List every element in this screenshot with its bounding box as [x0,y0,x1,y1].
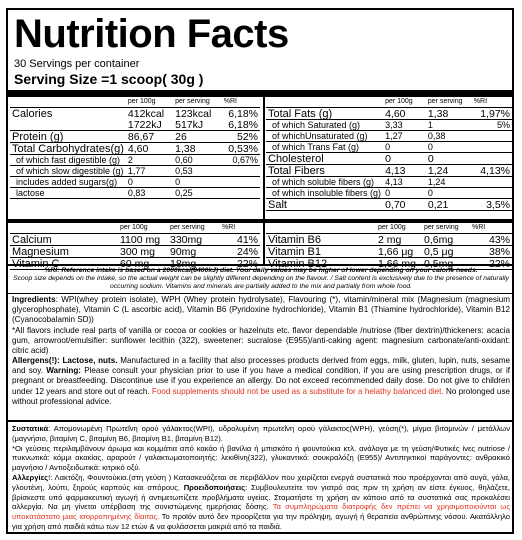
col-ri: %RI [220,223,260,234]
divider [8,293,512,294]
nutrient-row [10,119,260,131]
value-per-serving: 123kcal [175,108,212,120]
value-ri: 0,53% [222,143,260,155]
value-ri [472,177,512,188]
value-ri [472,131,512,142]
value-per-serving: 0,21 [426,199,472,211]
value-per-serving: 330mg [168,234,220,246]
value-ri [472,142,512,153]
value-per-serving: 0,25 [173,188,222,199]
nutrient-row [10,234,260,246]
nutrient-row [266,165,512,177]
col-per100: per 100g [126,97,173,108]
value-ri [222,177,260,188]
value-ri: 4,13% [472,165,512,177]
value-per-serving: 0,38 [426,131,472,142]
value-per-serving: 0,53 [173,166,222,177]
nutrient-row [266,199,512,211]
value-per-serving: 0,60 [173,155,222,166]
value-ri [222,188,260,199]
flavour-note-gr: *Οι γεύσεις περιλαμβάνουν άρωμα και κομμάτια από κακάο ή βανίλια ή μπισκότο ή φουντούκια κτλ. ανάλογα με τη γεύση/Φυτικές ίνες nutriose / πυκνωτικά: κόμμι ακακίας, αραρούτ / γαλακτωματοποιητής: λεκιθίνη(322), γλυκαντικό: σουκραλόζη (E955)/ Αντιπηκτικοί παράγοντες: ανθρακικό μαγνήσιο / Αντιοξειδωτικά: κιτρικό οξύ. [12,443,510,473]
col-per-serving: per serving [168,223,220,234]
value-per100: 0,70 [383,199,426,211]
value-per100: 3,33 [383,120,426,131]
allergens-text-gr: !: Λακτόζη, Φουντούκια.(στη γεύση ) Κατασκευάζεται σε περιβάλλον που χειρίζεται ενεργά συστατικά που προέρχονται από αυγά, γάλα, γλουτένη, λούπι, ξηρούς καρπούς και σπόρους. [12,472,510,492]
value-per-serving: 1,24 [426,177,472,188]
divider [8,420,512,422]
nutrient-name: includes added sugars(g) [10,177,126,188]
nutrient-name: Salt [266,199,383,211]
value-per100: 86,67 [126,131,173,143]
ri-note [12,267,510,291]
value-ri [472,188,512,199]
allergens-label-gr: Αλλεργίες [12,472,49,482]
value-per100: 0 [383,142,426,153]
col-per-serving: per serving [173,97,222,108]
warnings-label-gr: Προειδοποιήσεις [183,482,246,492]
ingredients-en [12,295,510,356]
nutrient-name [10,119,126,131]
column-divider [263,223,265,265]
value-per-serving: 0,6mg [422,234,470,246]
nutrient-name: Vitamin B6 [266,234,376,246]
value-per100: 300 mg [118,246,168,258]
advice-note: No prolonged use without professional advice. [12,386,510,406]
value-per-serving: 26 [173,131,222,143]
value-ri: 1,97% [472,108,512,120]
nutrient-row [10,143,260,155]
page-title: Nutrition Facts [14,12,289,56]
value-per100: 1,66 μg [376,246,422,258]
nutrient-name: Calories [12,108,53,120]
value-per-serving: 0,5 μg [422,246,470,258]
value-ri: 43% [470,234,512,246]
value-per100: 1100 mg [118,234,168,246]
nutrient-name: Protein (g) [10,131,126,143]
value-per100: 4,60 [126,143,173,155]
vitamins-table [266,223,512,270]
allergens-label: Allergens(!) [12,356,57,365]
warning-text: Please consult your physician prior to use if you have a medical condition, if you are using prescription drugs, or if pregnant or breastfeeding. Discontinue use if you experience an allergy. Do not exceed recommended daily dose. Do not give to children under 12 years and store out of reach. [12,366,510,396]
ri-note-line2: Scoop size depends on the intake, so the actual weight can be slightly different depending on the flavour. / Salt content is exclusively due to the presence of naturally occurring sodium. Vitamins and minerals are partially added to the mix and partially from whole food. [13,275,509,290]
value-ri [472,153,512,165]
value-per-serving: 0 [426,188,472,199]
nutrient-row [10,246,260,258]
value-per100: 1722kJ [126,119,173,131]
minerals-table [10,223,260,270]
nutrient-row [266,108,512,120]
value-per-serving: 517kJ [173,119,222,131]
col-ri: %RI [222,97,260,108]
col-ri: %RI [470,223,512,234]
nutrient-row [10,188,260,199]
allergens-list: : Lactose, nuts. [56,356,118,365]
col-ri: %RI [472,97,512,108]
value-per-serving: 1,38 [173,143,222,155]
nutrient-row [10,131,260,143]
warning-label: Warning: [46,366,81,376]
value-ri: 3,5% [472,199,512,211]
col-per100: per 100g [376,223,422,234]
nutrient-name: of which soluble fibers (g) [266,177,383,188]
value-per-serving: 0 [173,177,222,188]
nutrient-name: of which insoluble fibers (g) [266,188,383,199]
nutrient-name: Cholesterol [266,153,383,165]
value-per-serving: 0 [426,153,472,165]
value-per100: 0 [383,188,426,199]
nutrient-row [10,166,260,177]
value-ri: 5% [472,120,512,131]
supplement-warning: Food supplements should not be used as a substitute for a helathy balanced diet. [151,386,444,396]
divider [8,264,512,266]
vitamins-minerals-section [8,223,512,265]
col-per-serving: per serving [422,223,470,234]
value-per-serving: 0 [426,142,472,153]
macro-section [8,97,512,220]
value-ri: 38% [470,246,512,258]
nutrient-row [10,108,260,120]
col-per-serving: per serving [426,97,472,108]
nutrient-row [266,234,512,246]
nutrient-row [266,142,512,153]
value-per100: 1,27 [383,131,426,142]
value-per-serving: 90mg [168,246,220,258]
value-per-serving: 1,38 [426,108,472,120]
value-per100: 4,13 [383,165,426,177]
nutrient-row [266,188,512,199]
nutrient-row [266,120,512,131]
value-per100: 1,77 [126,166,173,177]
column-divider [263,97,265,220]
right-nutrient-table [266,97,512,211]
col-per100: per 100g [383,97,426,108]
supplement-warning-gr: Τα συμπληρώματα διατροφής δεν πρέπει να χρησιμοποιούνται ως υποκατάστατο μιας ισορροπημένης δίαιτας. [12,502,510,522]
value-ri: 6,18% [222,119,260,131]
value-per100: 0 [126,177,173,188]
nutrient-name: Total Carbohydrates(g) [12,143,124,155]
warnings-text-gr: : Συμβουλευτείτε τον γιατρό σας πριν τη χρήση αν είστε έγκυος, θηλάζετε, βρίσκεστε υπό φαρμακευτική αγωγή ή αντιμετωπίζετε προβλήματα υγείας. Σταματήστε τη χρήση αν κάποιο από τα συστατικά σας προκαλέσει αλλεργία. Να μη γίνεται υπέρβαση της συνιστώμενης ημερήσιας δόσης. [12,482,510,512]
thick-divider [8,90,512,97]
value-per-serving: 1,24 [426,165,472,177]
nutrient-row [10,177,260,188]
servings-per-container: 30 Servings per container [14,58,140,70]
nutrient-name: lactose [10,188,126,199]
value-ri [222,166,260,177]
nutrient-row [266,177,512,188]
nutrient-name: Total Fibers [266,165,383,177]
ingredients-text: : WPI(whey protein isolate), WPH (Whey protein hydrolysate), Flavouring (*), vitamin/mineral mix (Magnesium (magnesium glycerophosphate), Vitamin C (L ascorbic acid), Vitamin B6 (Pyridoxine hydrochloride), Vitamin B1 (Thiamine hydrochloride), Vitamin B12 (Cyanocobalamin SD)) [12,295,510,325]
flavour-note: *All flavors include real parts of vanilla or cocoa or cookies or hazelnuts etc. flavor dependable /nutriose (fiber dextrin)/thickeners: acacia gum, arrowroot/emulsifier: sunflower lecithin (322), sweetener: sucralose (E955)/anti-caking agent: magnesium carbonate/anti-oxidant: citric acid) [12,325,510,356]
value-per100: 0,83 [126,188,173,199]
value-per-serving: 1 [426,120,472,131]
value-ri: 6,18% [228,108,258,120]
nutrient-row [266,153,512,165]
nutrient-name: Magnesium [10,246,118,258]
nutrient-name: of whichUnsaturated (g) [266,131,383,142]
ingredients-label: Ingredients [12,295,56,304]
serving-size: Serving Size =1 scoop( 30g ) [14,71,204,87]
children-note-gr: Το προϊόν αυτό δεν προορίζεται για την πρόληψη, αγωγή ή θεραπεία ανθρώπινης νόσου. Ακατάλληλο για χρήση από παιδιά κάτω των 12 ετών & να φυλάσσεται μακριά από τα παιδιά. [12,512,510,531]
ingredients-gr [12,424,510,532]
value-ri: 41% [220,234,260,246]
nutrient-name: of which slow digestible (g) [10,166,126,177]
value-ri: 24% [220,246,260,258]
left-nutrient-table [10,97,260,199]
value-per100: 4,60 [383,108,426,120]
value-per100: 2 [126,155,173,166]
value-ri: 52% [222,131,260,143]
nutrient-row [266,131,512,142]
col-per100: per 100g [118,223,168,234]
nutrient-name: of which Saturated (g) [266,120,383,131]
nutrient-name: Total Fats (g) [266,108,383,120]
value-per100: 2 mg [376,234,422,246]
ingredients-label-gr: Συστατικά [12,424,49,433]
nutrient-name: of which Trans Fat (g) [266,142,383,153]
facility-note: Manufactured in a facility that also processes products derived from eggs, milk, gluten, lupin, nuts, sesame and soy. [12,356,510,376]
value-per100: 0 [383,153,426,165]
nutrient-name: Vitamin B1 [266,246,376,258]
nutrient-name: of which fast digestible (g) [10,155,126,166]
value-per100: 412kcal [127,108,165,120]
nutrient-row [10,155,260,166]
ingredients-text-gr: : Απομονωμένη Πρωτεΐνη ορού γάλακτος(WPI), υδρολυμένη πρωτεΐνη ορού γάλακτος(WPH), γεύση(*), μίγμα βιταμινών / μετάλλων (μαγνήσιο, βιταμίνη C, βιταμίνη B6, βιταμίνη B1, βιταμίνη B12). [12,424,510,443]
value-per100: 4,13 [383,177,426,188]
allergens-en [12,356,510,407]
nutrient-name: Calcium [10,234,118,246]
nutrition-label [6,8,514,534]
value-ri: 0,67% [222,155,260,166]
ri-note-line1: %RI: Reference intake is based on a 2000kcal(8400kJ) diet. Your daily values may be higher of lower depending on your calorie needs. [44,267,478,274]
nutrient-row [266,246,512,258]
